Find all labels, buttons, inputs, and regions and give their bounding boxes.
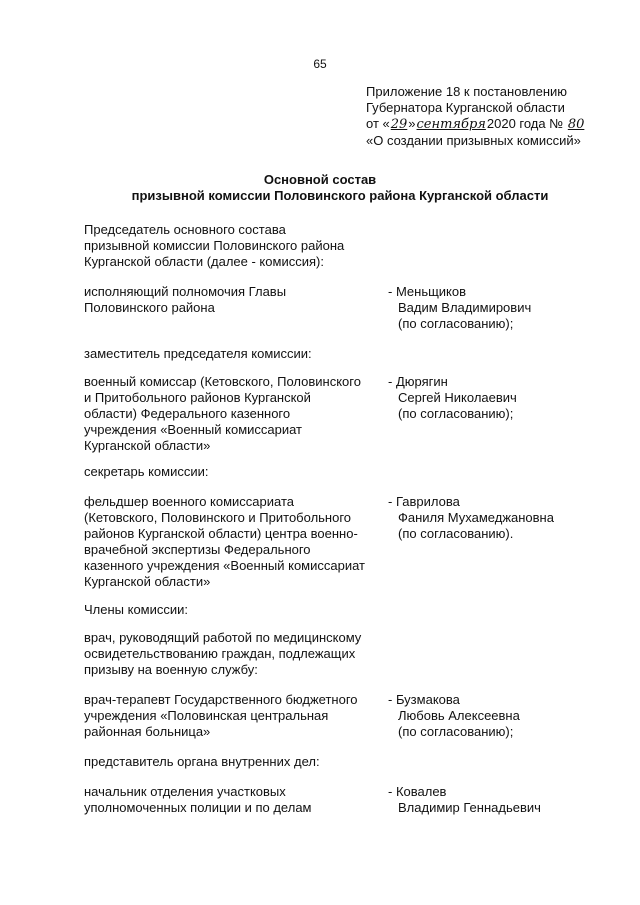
entry-left bbox=[84, 346, 384, 362]
entry-left-line: учреждения «Военный комиссариат bbox=[84, 422, 303, 437]
entry-left bbox=[84, 630, 384, 678]
date-prefix: от « bbox=[366, 116, 390, 131]
entry-person-name: Сергей Николаевич bbox=[398, 390, 517, 405]
entry-left-line: казенного учреждения «Военный комиссариат bbox=[84, 558, 365, 573]
entry-left-line: врач-терапевт Государственного бюджетного bbox=[84, 692, 358, 707]
entry-right bbox=[388, 284, 628, 332]
handwritten-month: сентября bbox=[416, 117, 486, 132]
page-number: 65 bbox=[313, 57, 327, 71]
entry-right bbox=[388, 692, 628, 740]
title-line-1: Основной состав bbox=[263, 172, 377, 187]
entry-left-line: Курганской области (далее - комиссия): bbox=[84, 254, 324, 269]
entry-left-line: уполномоченных полиции и по делам bbox=[84, 800, 312, 815]
appendix-line-1: Приложение 18 к постановлению bbox=[366, 84, 568, 99]
appendix-header bbox=[366, 84, 626, 149]
entry-left-line: призывной комиссии Половинского района bbox=[84, 238, 345, 253]
entry-left-line: районов Курганской области) центра военно- bbox=[84, 526, 358, 541]
entry-left-line: исполняющий полномочия Главы bbox=[84, 284, 287, 299]
entry-left-line: Курганской области» bbox=[84, 438, 211, 453]
entry-left-line: врач, руководящий работой по медицинскому bbox=[84, 630, 362, 645]
entry-person-note: (по согласованию); bbox=[398, 724, 514, 739]
appendix-line-2: Губернатора Курганской области bbox=[366, 100, 565, 115]
entry-left-line: Половинского района bbox=[84, 300, 215, 315]
entry-person-name: Любовь Алексеевна bbox=[398, 708, 520, 723]
entry-left-line: освидетельствованию граждан, подлежащих bbox=[84, 646, 356, 661]
entry-left bbox=[84, 374, 384, 454]
entry-right bbox=[388, 494, 628, 542]
entry-right bbox=[388, 374, 628, 422]
entry-person-surname: - Меньщиков bbox=[388, 284, 467, 299]
entry-left-line: призыву на военную службу: bbox=[84, 662, 258, 677]
entry-left-line: Курганской области» bbox=[84, 574, 211, 589]
document-title bbox=[0, 172, 640, 204]
date-year: 2020 года № bbox=[486, 116, 564, 131]
entry-left bbox=[84, 222, 384, 270]
entry-person-name: Вадим Владимирович bbox=[398, 300, 532, 315]
appendix-line-3 bbox=[366, 116, 626, 133]
entry-person-note: (по согласованию); bbox=[398, 316, 514, 331]
entry-person-surname: - Дюрягин bbox=[388, 374, 448, 389]
entry-left-line: и Притобольного районов Курганской bbox=[84, 390, 311, 405]
entry-person-surname: - Ковалев bbox=[388, 784, 447, 799]
date-quote-close: » bbox=[408, 116, 416, 131]
entry-left-line: (Кетовского, Половинского и Притобольного bbox=[84, 510, 352, 525]
entry-left bbox=[84, 284, 384, 316]
appendix-line-4: «О создании призывных комиссий» bbox=[366, 133, 581, 148]
entry-left-line: Члены комиссии: bbox=[84, 602, 189, 617]
entry-person-surname: - Бузмакова bbox=[388, 692, 460, 707]
entry-left bbox=[84, 692, 384, 740]
entry-left-line: области) Федерального казенного bbox=[84, 406, 291, 421]
entry-left-line: фельдшер военного комиссариата bbox=[84, 494, 295, 509]
title-line-2: призывной комиссии Половинского района Курганской области bbox=[131, 188, 549, 203]
entry-right bbox=[388, 784, 628, 816]
entry-left-line: районная больница» bbox=[84, 724, 211, 739]
entry-left bbox=[84, 464, 384, 480]
entry-left-line: Председатель основного состава bbox=[84, 222, 286, 237]
entry-left bbox=[84, 754, 384, 770]
entry-left bbox=[84, 784, 384, 816]
entry-left bbox=[84, 494, 384, 590]
entry-left-line: представитель органа внутренних дел: bbox=[84, 754, 320, 769]
entry-left-line: учреждения «Половинская центральная bbox=[84, 708, 329, 723]
entry-left-line: начальник отделения участковых bbox=[84, 784, 286, 799]
entry-person-surname: - Гаврилова bbox=[388, 494, 460, 509]
entry-left bbox=[84, 602, 384, 618]
entry-left-line: секретарь комиссии: bbox=[84, 464, 209, 479]
entry-person-note: (по согласованию). bbox=[398, 526, 514, 541]
entry-left-line: военный комиссар (Кетовского, Половинского bbox=[84, 374, 361, 389]
entry-left-line: врачебной экспертизы Федерального bbox=[84, 542, 311, 557]
entry-person-name: Фаниля Мухамеджановна bbox=[398, 510, 554, 525]
entry-person-name: Владимир Геннадьевич bbox=[398, 800, 541, 815]
handwritten-number: 80 bbox=[567, 117, 585, 132]
handwritten-day: 29 bbox=[390, 117, 408, 132]
entry-person-note: (по согласованию); bbox=[398, 406, 514, 421]
entry-left-line: заместитель председателя комиссии: bbox=[84, 346, 312, 361]
